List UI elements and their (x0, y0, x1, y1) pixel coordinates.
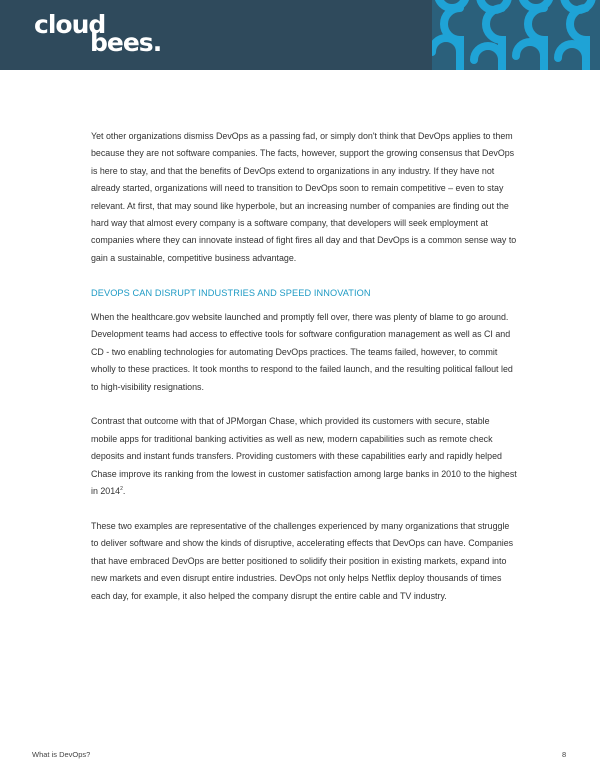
main-content (91, 128, 517, 622)
paragraph-examples: These two examples are representative of the challenges experienced by many organizations that struggle to deliver software and show the kinds of disruptive, accelerating effects that DevOps can have. Companies that have embraced DevOps are better positioned to solidify their position in existing markets, expand into new markets and even disrupt entire industries. DevOps not only helps Netflix deploy thousands of times each day, for example, it also helped the company disrupt the entire cable and TV industry. (91, 520, 514, 601)
logo-mark: . (152, 28, 162, 57)
paragraph-jpmorgan-text: Contrast that outcome with that of JPMorgan Chase, which provided its customers with secure, stable mobile apps for traditional banking activities as well as new, modern capabilities such as remote check deposits and instant funds transfers. Providing customers with these capabilities early and rapidly helped Chase improve its ranking from the lowest in customer satisfaction among large banks in 2010 to the highest in 2014 (91, 416, 517, 497)
logo-text-cloud: cloud (34, 10, 106, 39)
decorative-pattern-icon (432, 0, 600, 70)
logo-bees-word: bees (90, 28, 153, 57)
section-heading: DEVOPS CAN DISRUPT INDUSTRIES AND SPEED INNOVATION (91, 287, 371, 298)
page-header (0, 0, 600, 70)
paragraph-jpmorgan-end: . (122, 486, 126, 497)
page-number: 8 (562, 750, 567, 759)
footnote-marker: 2 (120, 486, 123, 493)
footer-title: What is DevOps? (32, 750, 91, 759)
paragraph-jpmorgan (91, 413, 517, 500)
logo-text-bees (90, 30, 161, 55)
paragraph-healthcare: When the healthcare.gov website launched and promptly fell over, there was plenty of blame to go around. Development teams had access to effective tools for software configuration management as well as CI and CD - two enabling technologies for automating DevOps practices. The teams failed, however, to commit wholly to these practices. It took months to respond to the failed launch, and the resulting political fallout led to high-visibility resignations. (91, 312, 513, 392)
paragraph-intro: Yet other organizations dismiss DevOps as a passing fad, or simply don't think that DevOps applies to them because they are not software companies. The facts, however, support the growing consensus that DevOps is here to stay, and that the benefits of DevOps extend to organizations in any industry. If they have not already started, organizations will need to transition to DevOps soon to remain competitive – even to stay relevant. At first, that may sound like hyperbole, but an increasing number of companies are finding out the hard way that almost every company is a software company, that developers will seek employment at companies where they can innovate instead of fight fires all day and that DevOps is a common sense way to gain a sustainable, competitive business advantage. (91, 131, 517, 263)
